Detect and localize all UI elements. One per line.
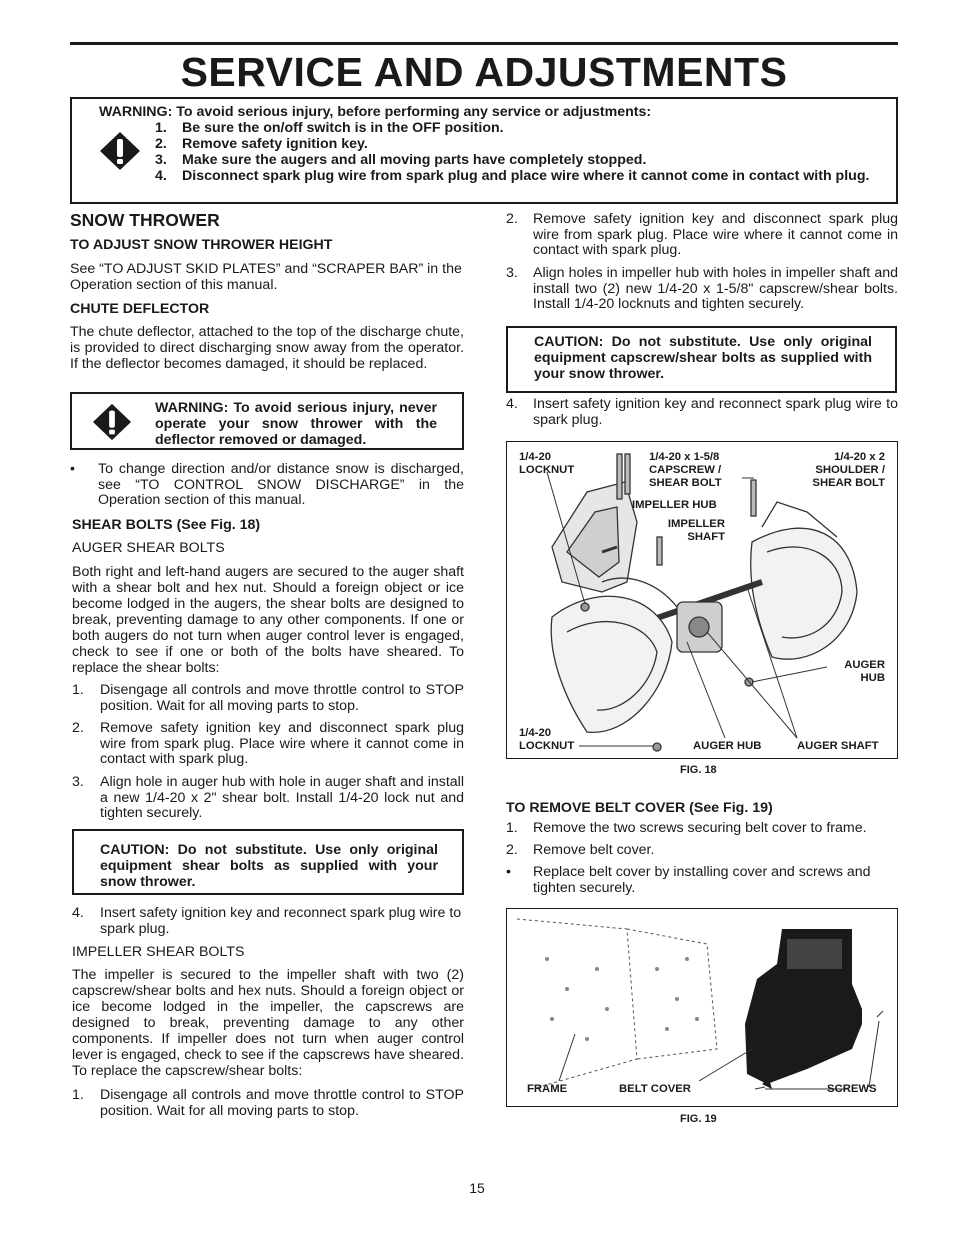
figure-19 (506, 908, 898, 1107)
height-heading: TO ADJUST SNOW THROWER HEIGHT (70, 237, 333, 253)
chute-warning-box (70, 392, 464, 450)
label-belt-cover: BELT COVER (619, 1083, 691, 1095)
figure-18 (506, 441, 898, 759)
belt-heading: TO REMOVE BELT COVER (See Fig. 19) (506, 800, 773, 816)
auger-caution-box (72, 829, 464, 895)
label-screws: SCREWS (827, 1083, 877, 1095)
shear-heading: SHEAR BOLTS (See Fig. 18) (72, 517, 261, 533)
label-auger-hub-right: AUGER HUB (844, 659, 885, 684)
page-title: SERVICE AND ADJUSTMENTS (180, 49, 788, 95)
impeller-caution-box (506, 326, 897, 393)
label-auger-hub: AUGER HUB (693, 740, 762, 752)
top-warning-lead: WARNING: To avoid serious injury, before performing any service or adjustments: (99, 104, 652, 120)
chute-heading: CHUTE DEFLECTOR (70, 301, 210, 317)
impeller-text: The impeller is secured to the impeller shaft with two (2) capscrew/shear bolts and hex nuts. Should a foreign object or ice become lodged in the impeller, the capscrews are designed to break, preventing damage to any other components. If impeller does not turn when auger control lever is engaged, check to see if the capscrews have sheared. To replace the capscrew/shear bolts: (72, 967, 464, 1079)
page-number: 15 (469, 1180, 485, 1196)
label-impeller-hub: IMPELLER HUB (632, 499, 717, 511)
chute-warning-text: WARNING: To avoid serious injury, never operate your snow thrower with the deflector removed or damaged. (155, 400, 437, 448)
top-warning-box: WARNING: To avoid serious injury, before performing any service or adjustments: 1. Be sure the on/off switch is in the OFF position. 2. Remove safety ignition key. 3. Make sure the augers and all moving parts have completely stopped. 4. Disconnect spark plug wire from spark plug and place wire where it cannot come in contact with plug. (70, 97, 898, 204)
auger-subheading: AUGER SHEAR BOLTS (72, 540, 225, 556)
bullet-text: To change direction and/or distance snow is discharged, see “TO CONTROL SNOW DISCHARGE” in the Operation section of this manual. (98, 461, 464, 508)
warning-icon (99, 131, 141, 171)
belt-cover-illustration (507, 909, 896, 1105)
chute-text: The chute deflector, attached to the top of the discharge chute, is provided to direct discharging snow away from the operator. If the deflector becomes damaged, it should be replaced. (70, 324, 464, 372)
label-shoulder-bolt: 1/4-20 x 2 SHOULDER / SHEAR BOLT (812, 451, 885, 489)
fig18-caption: FIG. 18 (680, 764, 717, 776)
impeller-caution-text: CAUTION: Do not substitute. Use only original equipment capscrew/shear bolts as supplied with your snow thrower. (534, 334, 872, 382)
label-auger-shaft: AUGER SHAFT (797, 740, 879, 752)
warning-icon (92, 402, 132, 442)
fig19-caption: FIG. 19 (680, 1113, 717, 1125)
impeller-subheading: IMPELLER SHEAR BOLTS (72, 944, 245, 960)
label-frame: FRAME (527, 1083, 568, 1095)
label-locknut-bottom: 1/4-20 LOCKNUT (519, 727, 575, 752)
header-rule (70, 42, 898, 45)
height-text: See “TO ADJUST SKID PLATES” and “SCRAPER BAR” in the Operation section of this manual. (70, 261, 462, 293)
label-impeller-shaft: IMPELLER SHAFT (667, 518, 725, 543)
label-capscrew: 1/4-20 x 1-5/8 CAPSCREW / SHEAR BOLT (649, 451, 722, 489)
section-title: SNOW THROWER (70, 210, 220, 230)
label-locknut-top: 1/4-20 LOCKNUT (519, 451, 575, 476)
auger-caution-text: CAUTION: Do not substitute. Use only original equipment shear bolts as supplied with your snow thrower. (100, 842, 438, 890)
auger-text: Both right and left-hand augers are secured to the auger shaft with a shear bolt and hex nut. Should a foreign object or ice become lodged in the augers, the shear bolts are designed to break, preventing damage to any other components. If one or both augers do not turn when auger control lever is engaged, check to see if one or both of the bolts have sheared. To replace the shear bolts: (72, 564, 464, 676)
